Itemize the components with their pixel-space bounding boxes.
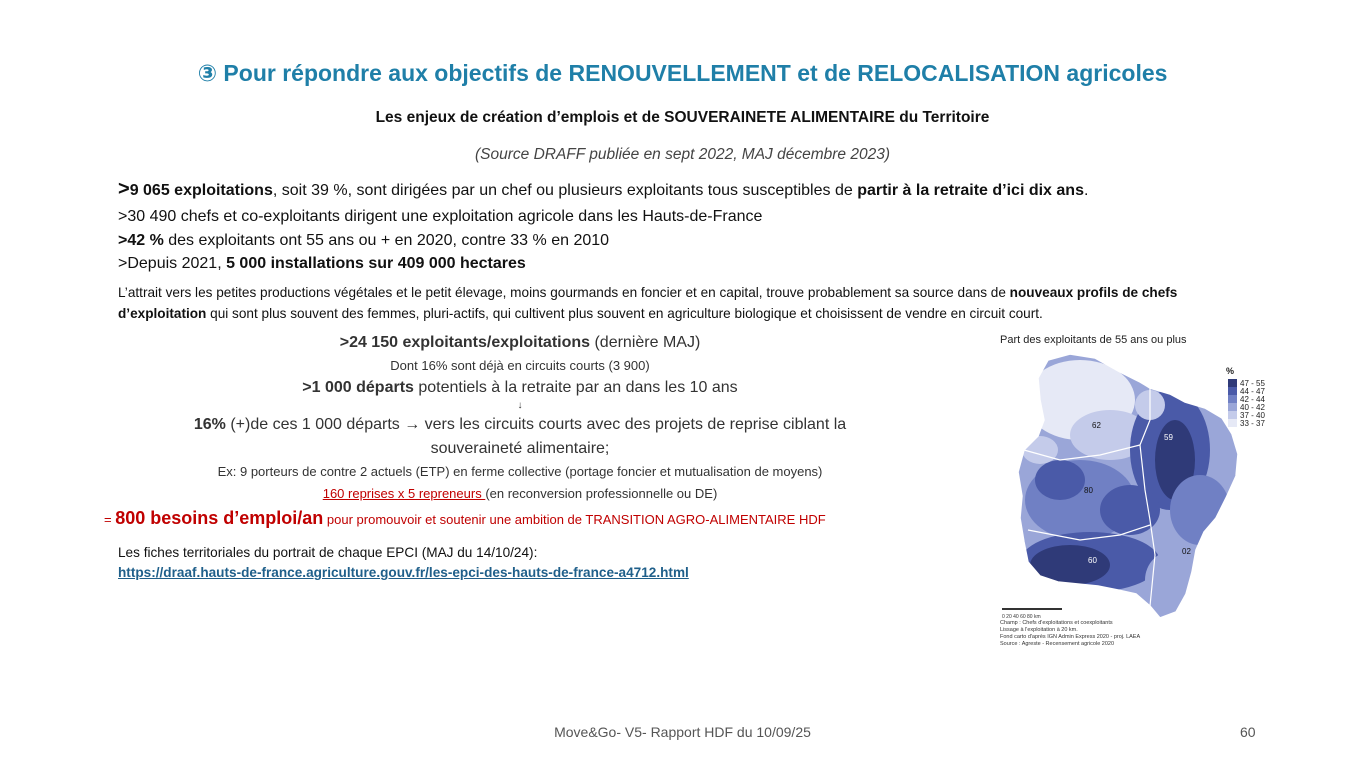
center-text: (+)de ces 1 000 départs → vers les circuits courts avec des projets de reprise ciblant la [225, 416, 847, 433]
legend-label: 33 - 37 [1240, 418, 1265, 428]
map-notes [1000, 620, 1180, 648]
source-note: (Source DRAFF publiée en sept 2022, MAJ décembre 2023) [475, 146, 890, 163]
emploi-text: pour promouvoir et soutenir une ambition de TRANSITION AGRO-ALIMENTAIRE HDF [323, 512, 826, 527]
stat-text: >Depuis 2021, [118, 255, 227, 272]
legend-item [1228, 419, 1265, 427]
map-note: Lissage à l'exploitation à 20 km. [1000, 627, 1078, 633]
dept-label: 59 [1164, 433, 1173, 442]
exploitants-count: >24 150 exploitants/exploitations [339, 334, 591, 351]
center-text: (en reconversion professionnelle ou DE) [485, 486, 718, 501]
page-number: 60 [1240, 724, 1256, 740]
legend-label: 42 - 44 [1240, 394, 1265, 404]
dept-label: 62 [1092, 421, 1101, 430]
emploi-count: 800 besoins d’emploi/an [115, 508, 324, 528]
stat-line-4 [118, 255, 526, 273]
center-line-4 [100, 416, 940, 434]
para-text: L’attrait vers les petites productions végétales et le petit élevage, moins gourmands en foncier et en capital, trouve probablement sa source dans de [118, 285, 1010, 300]
dept-label: 80 [1084, 486, 1093, 495]
legend-label: 40 - 42 [1240, 402, 1265, 412]
stat-42-percent: >42 % [118, 232, 164, 249]
down-arrow: ↓ [517, 400, 523, 411]
footer: Move&Go- V5- Rapport HDF du 10/09/25 [554, 724, 811, 740]
center-line-5: souveraineté alimentaire; [430, 440, 610, 457]
legend-label: 44 - 47 [1240, 386, 1265, 396]
map-note: Source : Agreste - Recensement agricole 2020 [1000, 641, 1115, 647]
stat-exploitations: 9 065 exploitations [129, 182, 273, 199]
fiches-link[interactable]: https://draaf.hauts-de-france.agriculture.gouv.fr/les-epci-des-hauts-de-france-a4712.html [118, 565, 689, 580]
dept-label: 60 [1088, 556, 1097, 565]
stat-line-3 [118, 232, 609, 250]
stat-end: . [1083, 182, 1089, 199]
para-text-end: qui sont plus souvent des femmes, pluri-actifs, qui cultivent plus souvent en agriculture biologique et choisissent de vendre en circuit court. [206, 306, 1043, 321]
profile-paragraph [118, 282, 1258, 324]
map-title: Part des exploitants de 55 ans ou plus [1000, 334, 1187, 346]
center-line-1 [100, 334, 940, 352]
stat-text: , soit 39 %, sont dirigées par un chef ou plusieurs exploitants tous susceptibles de [272, 182, 858, 199]
stat-text: des exploitants ont 55 ans ou + en 2020, contre 33 % en 2010 [163, 232, 610, 249]
stat-prefix: > [118, 178, 130, 200]
dept-label: 02 [1182, 547, 1191, 556]
center-line-6: Ex: 9 porteurs de contre 2 actuels (ETP) en ferme collective (portage foncier et mutualisation de moyens) [217, 464, 823, 479]
center-text: (dernière MAJ) [590, 334, 701, 351]
para-bold: nouveaux profils de chefs d’exploitation [118, 285, 1178, 321]
map-note: Fond carto d'après IGN Admin Express 2020 - proj. LAEA [1000, 634, 1141, 640]
equals-sign: = [104, 512, 116, 527]
stat-line-2: >30 490 chefs et co-exploitants dirigent une exploitation agricole dans les Hauts-de-France [118, 208, 763, 225]
page-subtitle: Les enjeux de création d’emplois et de SOUVERAINETE ALIMENTAIRE du Territoire [375, 109, 990, 126]
departs-count: >1 000 départs [302, 379, 414, 396]
map-note: Champ : Chefs d'exploitations et coexploitants [1000, 620, 1113, 626]
legend-label: 37 - 40 [1240, 410, 1265, 420]
fiches-label: Les fiches territoriales du portrait de chaque EPCI (MAJ du 14/10/24): [118, 545, 538, 560]
legend-label: 47 - 55 [1240, 378, 1265, 388]
center-line-2: Dont 16% sont déjà en circuits courts (3 900) [390, 358, 650, 373]
center-line-3 [100, 379, 940, 397]
percent-16: 16% [193, 416, 226, 433]
page-title: ③ Pour répondre aux objectifs de RENOUVELLEMENT et de RELOCALISATION agricoles [197, 60, 1168, 86]
stat-line-1 [118, 178, 1088, 201]
reprises-link[interactable]: 160 reprises x 5 repreneurs [322, 486, 486, 501]
scale-label: 0 20 40 60 80 km [1002, 614, 1041, 620]
stat-installations: 5 000 installations sur 409 000 hectares [226, 255, 526, 272]
legend-unit: % [1226, 366, 1235, 376]
center-text: potentiels à la retraite par an dans les 10 ans [413, 379, 738, 396]
region-map [1000, 350, 1260, 622]
map-legend [1228, 379, 1265, 427]
center-line-7 [100, 486, 940, 501]
stat-retraite: partir à la retraite d’ici dix ans [857, 182, 1084, 199]
emploi-line [104, 508, 826, 529]
